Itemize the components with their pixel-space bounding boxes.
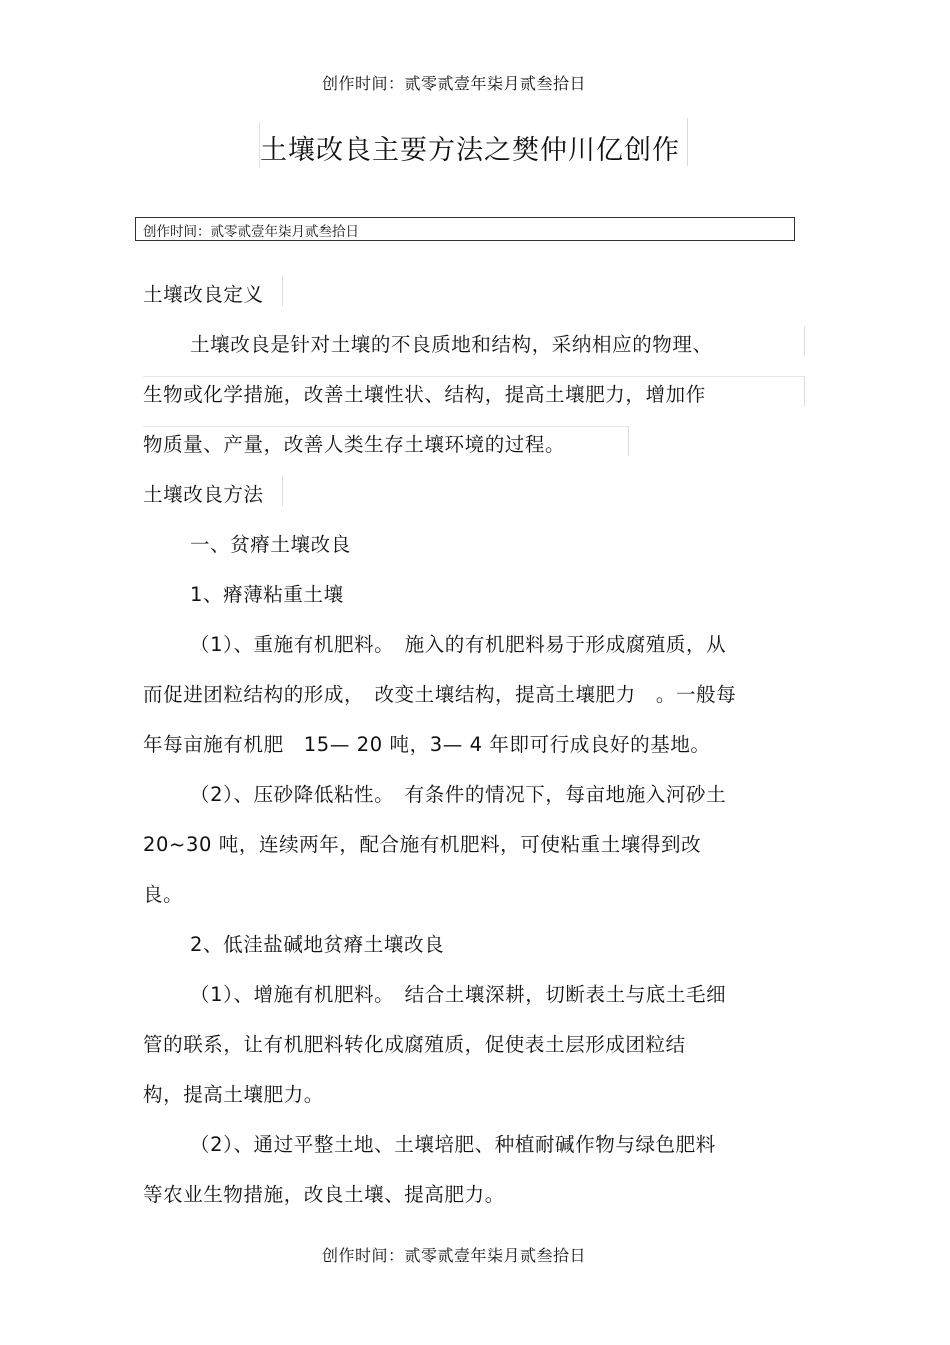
paragraph-line: 等农业生物措施，改良土壤、提高肥力。 [143, 1183, 505, 1206]
divider [282, 476, 283, 506]
section-heading-methods: 土壤改良方法 [143, 483, 264, 506]
subheading-item-2: 2、低洼盐碱地贫瘠土壤改良 [190, 933, 445, 956]
paragraph-line: （2）、通过平整土地、土壤培肥、种植耐碱作物与绿色肥料 [190, 1133, 716, 1156]
paragraph-line: 管的联系，让有机肥料转化成腐殖质，促使表土层形成团粒结 [143, 1033, 686, 1056]
footer-creation-time: 创作时间：贰零贰壹年柒月贰叁拾日 [322, 1246, 587, 1265]
section-heading-definition: 土壤改良定义 [143, 283, 264, 306]
divider [282, 276, 283, 306]
document-title: 土壤改良主要方法之樊仲川亿创作 [260, 135, 680, 166]
creation-time-box-text: 创作时间：贰零贰壹年柒月贰叁拾日 [143, 224, 359, 240]
divider [143, 426, 628, 427]
divider [628, 426, 629, 456]
divider [804, 326, 805, 356]
title-right-rule [687, 118, 688, 166]
divider [143, 376, 805, 377]
divider [804, 376, 805, 406]
paragraph-line: （2）、压砂降低粘性。 有条件的情况下，每亩地施入河砂土 [190, 783, 727, 806]
paragraph-line: 土壤改良是针对土壤的不良质地和结构，采纳相应的物理、 [190, 333, 713, 356]
subheading-poor-soil: 一、贫瘠土壤改良 [190, 533, 351, 556]
paragraph-line: 良。 [143, 883, 184, 906]
paragraph-line: （1）、增施有机肥料。 结合土壤深耕，切断表土与底土毛细 [190, 983, 727, 1006]
header-creation-time: 创作时间：贰零贰壹年柒月贰叁拾日 [322, 74, 587, 93]
paragraph-line: 构，提高土壤肥力。 [143, 1083, 324, 1106]
paragraph-line: 生物或化学措施，改善土壤性状、结构，提高土壤肥力，增加作 [143, 383, 706, 406]
paragraph-line: 而促进团粒结构的形成， 改变土壤结构，提高土壤肥力 。一般每 [143, 683, 737, 706]
subheading-item-1: 1、瘠薄粘重土壤 [190, 583, 344, 606]
paragraph-line: 20~30 吨，连续两年，配合施有机肥料，可使粘重土壤得到改 [143, 833, 702, 856]
paragraph-line: （1）、重施有机肥料。 施入的有机肥料易于形成腐殖质，从 [190, 633, 727, 656]
paragraph-line: 年每亩施有机肥 15— 20 吨，3— 4 年即可行成良好的基地。 [143, 733, 711, 756]
creation-time-box [135, 217, 795, 241]
paragraph-line: 物质量、产量，改善人类生存土壤环境的过程。 [143, 433, 566, 456]
